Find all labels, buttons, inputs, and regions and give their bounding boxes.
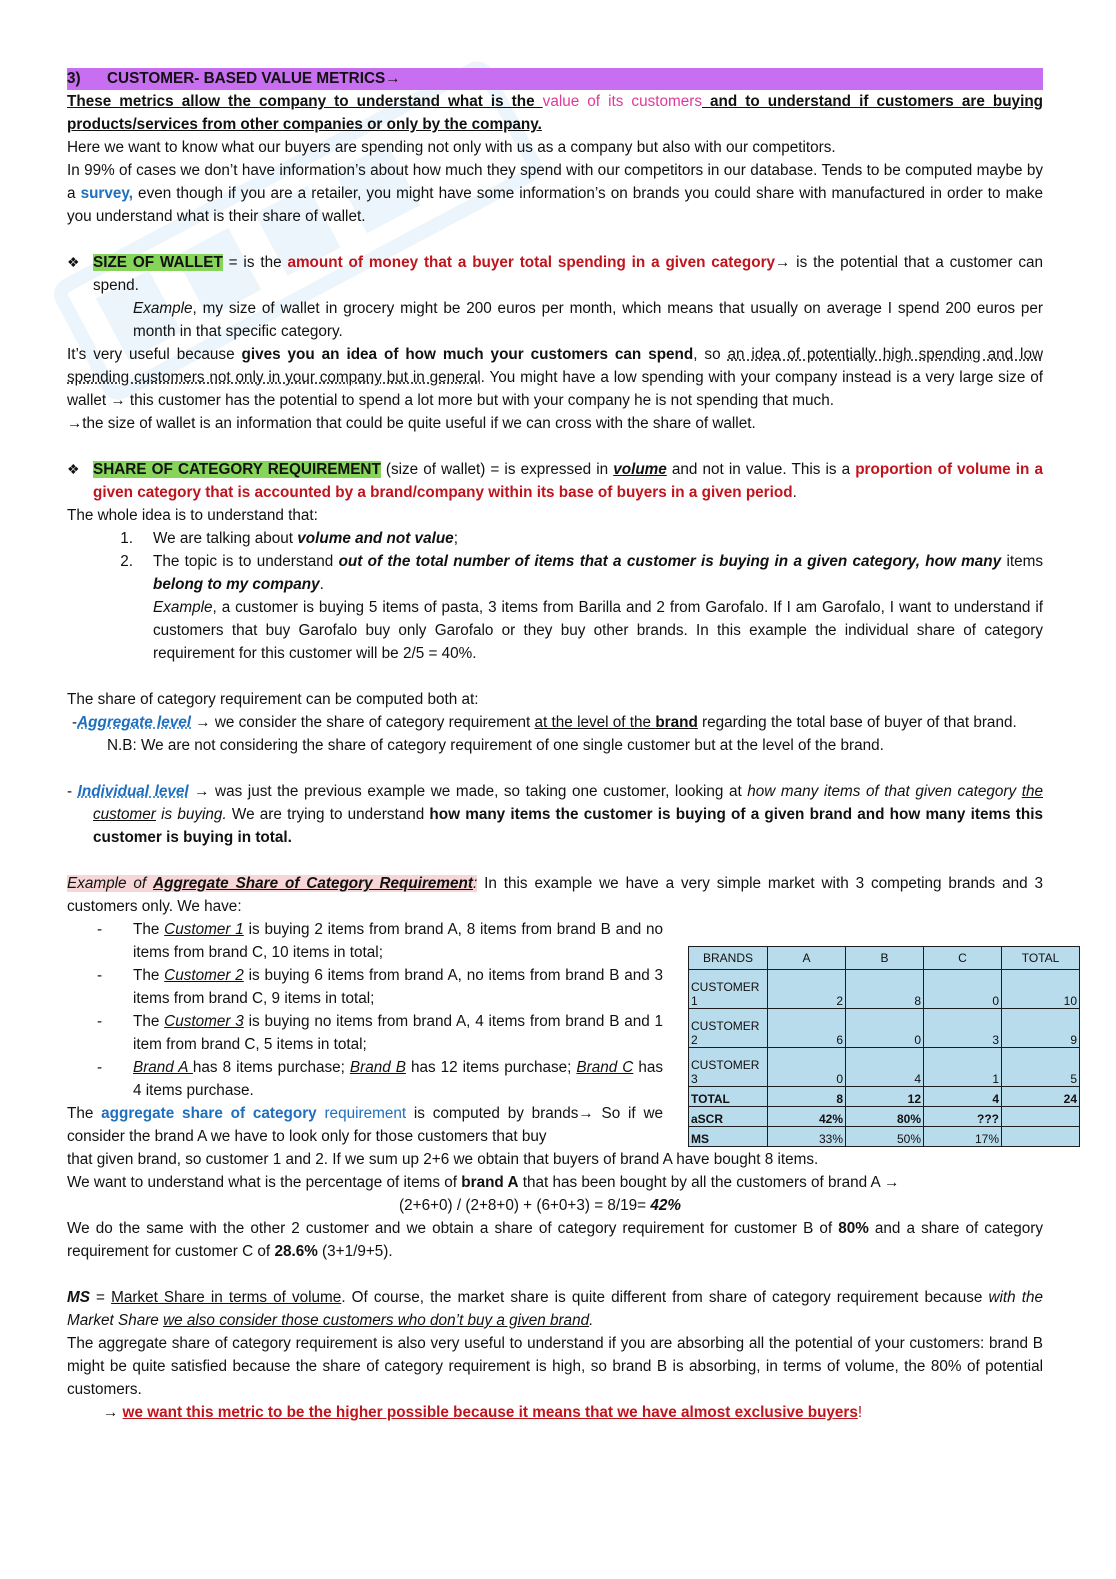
table-cell: 8 <box>768 1087 846 1107</box>
table-header-cell: A <box>768 947 846 970</box>
table-header-cell: BRANDS <box>689 947 768 970</box>
size-of-wallet-bullet: ❖ SIZE OF WALLET = is the amount of money that a buyer total spending in a given category→ is the potential that a customer can spend. <box>67 251 1043 297</box>
table-cell: 50% <box>846 1127 924 1147</box>
aggregate-explanation-start: The aggregate share of category requirement is computed by brands→ So if we consider the brand A we have to look only for those customers that buy <box>67 1105 663 1145</box>
aggregate-explanation: that given brand, so customer 1 and 2. If we sum up 2+6 we obtain that buyers of brand A have bought 8 items. <box>67 1151 819 1168</box>
final-note: → we want this metric to be the higher possible because it means that we have almost exclusive buyers! <box>103 1404 863 1421</box>
table-cell: 0 <box>768 1048 846 1087</box>
table-cell: 4 <box>924 1087 1002 1107</box>
table-cell: CUSTOMER 1 <box>689 970 768 1009</box>
table-cell: 42% <box>768 1107 846 1127</box>
table-cell: 0 <box>846 1009 924 1048</box>
bullet-diamond-icon: ❖ <box>67 254 80 270</box>
list-item: 1. We are talking about volume and not value; <box>120 530 458 547</box>
list-item: - The Customer 2 is buying 6 items from brand A, no items from brand B and 3 items from brand C, 9 items in total; <box>97 967 664 1007</box>
table-cell: ??? <box>924 1107 1002 1127</box>
table-header-cell: TOTAL <box>1002 947 1080 970</box>
table-row <box>689 970 1080 1009</box>
table-cell: 1 <box>924 1048 1002 1087</box>
table-cell: CUSTOMER 2 <box>689 1009 768 1048</box>
table-cell: 5 <box>1002 1048 1080 1087</box>
table-row <box>689 1009 1080 1048</box>
market-share-2: The aggregate share of category requirement is also very useful to understand if you are absorbing all the potential of your customers: brand B might be quite satisfied because the share of category requirement is high, so brand B is absorbing, in terms of volume, the 80% of potential customers. <box>67 1335 1043 1398</box>
bullet-diamond-icon: ❖ <box>67 461 80 477</box>
table-cell <box>1002 1127 1080 1147</box>
table-header-cell: C <box>924 947 1002 970</box>
table-cell: 4 <box>846 1048 924 1087</box>
table-row <box>689 1087 1080 1107</box>
want-line: We want to understand what is the percentage of items of brand A that has been bought by all the customers of brand A → <box>67 1174 900 1191</box>
individual-level: - Individual level → was just the previous example we made, so taking one customer, looking at how many items of that given category the customer is buying. We are trying to understand how many items the customer is buying of a given brand and how many items this customer is buying in total. <box>67 783 1043 846</box>
intro-summary: These metrics allow the company to understand what is the value of its customers and to understand if customers are buying products/services from other companies or only by the company. <box>67 93 1044 133</box>
brands-table <box>688 946 1080 1147</box>
wallet-note: →the size of wallet is an information that could be quite useful if we can cross with the share of wallet. <box>67 415 756 432</box>
list-item: 2. The topic is to understand out of the total number of items that a customer is buying in a given category, how many items belong to my company. Example, a customer is buying 5 items of pasta, 3 items from Barilla and 2 from Garofalo. If I am Garofalo, I want to understand if customers that buy Garofalo buy only Garofalo or they buy other brands. In this example the individual share of category requirement for this customer will be 2/5 = 40%. <box>120 553 1043 662</box>
table-cell: CUSTOMER 3 <box>689 1048 768 1087</box>
list-item: - The Customer 3 is buying no items from brand A, 4 items from brand B and 1 item from brand C, 5 items in total; <box>97 1013 664 1053</box>
table-cell: 12 <box>846 1087 924 1107</box>
document-page <box>67 68 1043 1424</box>
list-item: - The Customer 1 is buying 2 items from brand A, 8 items from brand B and no items from brand C, 10 items in total; <box>97 921 664 961</box>
example-intro: Example of Aggregate Share of Category Requirement: In this example we have a very simple market with 3 competing brands and 3 customers only. We have: <box>67 875 1043 915</box>
table-cell: 80% <box>846 1107 924 1127</box>
scr-bullet: ❖ SHARE OF CATEGORY REQUIREMENT (size of wallet) = is expressed in volume and not in value. This is a proportion of volume in a given category that is accounted by a brand/company within its base of buyers in a given period. <box>67 458 1043 504</box>
table-cell: 24 <box>1002 1087 1080 1107</box>
table-cell: 6 <box>768 1009 846 1048</box>
table-cell: 2 <box>768 970 846 1009</box>
example-list <box>67 918 663 1148</box>
table-row <box>689 1048 1080 1087</box>
table-cell <box>1002 1107 1080 1127</box>
table-header-cell: B <box>846 947 924 970</box>
scr-idea: The whole idea is to understand that: <box>67 507 318 524</box>
table-row <box>689 1127 1080 1147</box>
table-cell: 10 <box>1002 970 1080 1009</box>
formula: (2+6+0) / (2+8+0) + (6+0+3) = 8/19= 42% <box>399 1197 681 1214</box>
list-item: - Brand A has 8 items purchase; Brand B has 12 items purchase; Brand C has 4 items purchase. <box>97 1059 663 1099</box>
table-cell: 3 <box>924 1009 1002 1048</box>
table-cell: MS <box>689 1127 768 1147</box>
table-cell: 0 <box>924 970 1002 1009</box>
table-header-row <box>689 947 1080 970</box>
wallet-usefulness: It’s very useful because gives you an idea of how much your customers can spend, so an idea of potentially high spending and low spending customers not only in your company but in general. You might have a low spending with your company instead is a very large size of wallet → this customer has the potential to spend a lot more but with your company he is not spending that much. <box>67 346 1044 409</box>
table-cell: 8 <box>846 970 924 1009</box>
intro-paragraph-2: In 99% of cases we don’t have information’s about how much they spend with our competitors in our database. Tends to be computed maybe by a survey, even though if you are a retailer, you might have some information’s on brands you could share with manufactured in order to make you understand what is their share of wallet. <box>67 162 1043 225</box>
table-cell: 17% <box>924 1127 1002 1147</box>
section-header: 3) CUSTOMER- BASED VALUE METRICS→ <box>67 68 1043 90</box>
aggregate-level: -Aggregate level → we consider the share of category requirement at the level of the brand regarding the total base of buyer of that brand. <box>72 714 1017 731</box>
intro-paragraph: Here we want to know what our buyers are spending not only with us as a company but also with our competitors. <box>67 139 836 156</box>
wallet-example: Example, my size of wallet in grocery might be 200 euros per month, which means that usually on average I spend 200 euros per month in that specific category. <box>133 300 1043 340</box>
market-share: MS = Market Share in terms of volume. Of course, the market share is quite different from share of category requirement because with the Market Share we also consider those customers who don’t buy a given brand. <box>67 1289 1044 1329</box>
table-cell: 9 <box>1002 1009 1080 1048</box>
levels-intro: The share of category requirement can be computed both at: <box>67 691 479 708</box>
other-customers: We do the same with the other 2 customer and we obtain a share of category requirement for customer B of 80% and a share of category requirement for customer C of 28.6% (3+1/9+5). <box>67 1220 1043 1260</box>
table-row <box>689 1107 1080 1127</box>
table-cell: TOTAL <box>689 1087 768 1107</box>
table-cell: aSCR <box>689 1107 768 1127</box>
table-cell: 33% <box>768 1127 846 1147</box>
levels-nb: N.B: We are not considering the share of category requirement of one single customer but at the level of the brand. <box>107 737 884 754</box>
